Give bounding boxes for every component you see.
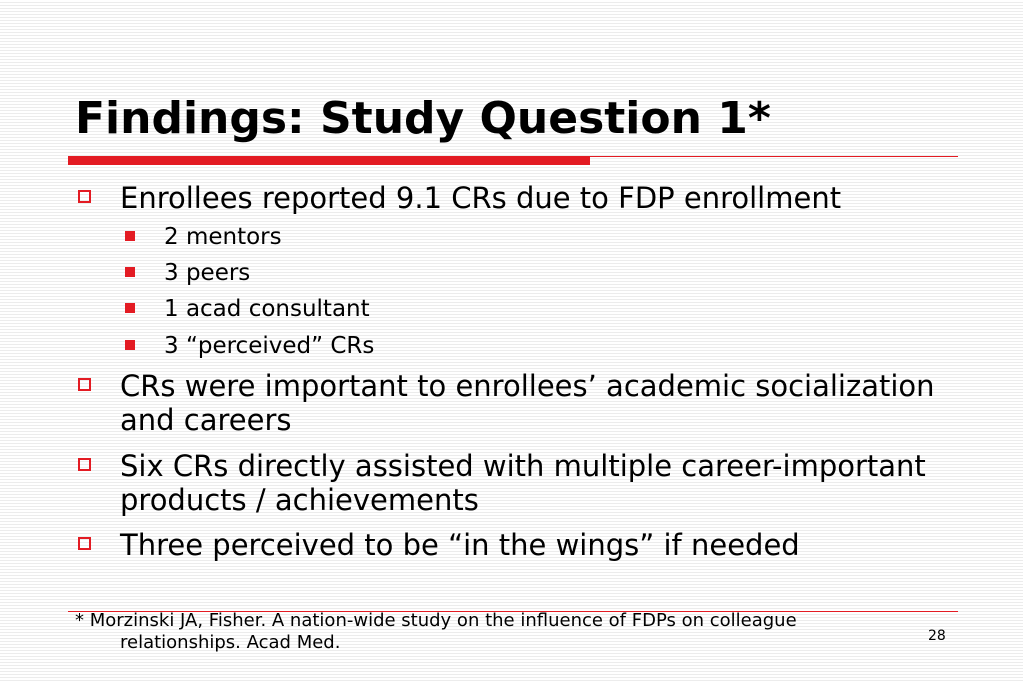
hollow-square-bullet-icon — [78, 190, 91, 203]
footnote-line-1: * Morzinski JA, Fisher. A nation-wide study on the influence of FDPs on colleague — [75, 610, 797, 631]
bullet-text: Six CRs directly assisted with multiple career-important products / achievements — [120, 449, 926, 517]
title-underline-thin — [590, 156, 958, 157]
bullet-text: Enrollees reported 9.1 CRs due to FDP enrollment — [120, 181, 842, 215]
filled-square-bullet-icon — [125, 231, 135, 241]
bullet-text: CRs were important to enrollees’ academic socialization and careers — [120, 369, 935, 437]
footnote — [75, 610, 955, 654]
subbullet-text: 1 acad consultant — [164, 296, 370, 322]
title-underline — [68, 156, 590, 165]
hollow-square-bullet-icon — [78, 378, 91, 391]
footnote-line-2: relationships. Acad Med. — [120, 632, 341, 653]
slide-title: Findings: Study Question 1* — [75, 93, 771, 144]
subbullet-text: 3 peers — [164, 260, 251, 286]
hollow-square-bullet-icon — [78, 537, 91, 550]
page-number: 28 — [928, 628, 946, 644]
filled-square-bullet-icon — [125, 267, 135, 277]
subbullet-text: 2 mentors — [164, 224, 282, 250]
subbullet-text: 3 “perceived” CRs — [164, 333, 375, 359]
bullet-text: Three perceived to be “in the wings” if needed — [120, 528, 800, 562]
filled-square-bullet-icon — [125, 303, 135, 313]
hollow-square-bullet-icon — [78, 458, 91, 471]
filled-square-bullet-icon — [125, 340, 135, 350]
